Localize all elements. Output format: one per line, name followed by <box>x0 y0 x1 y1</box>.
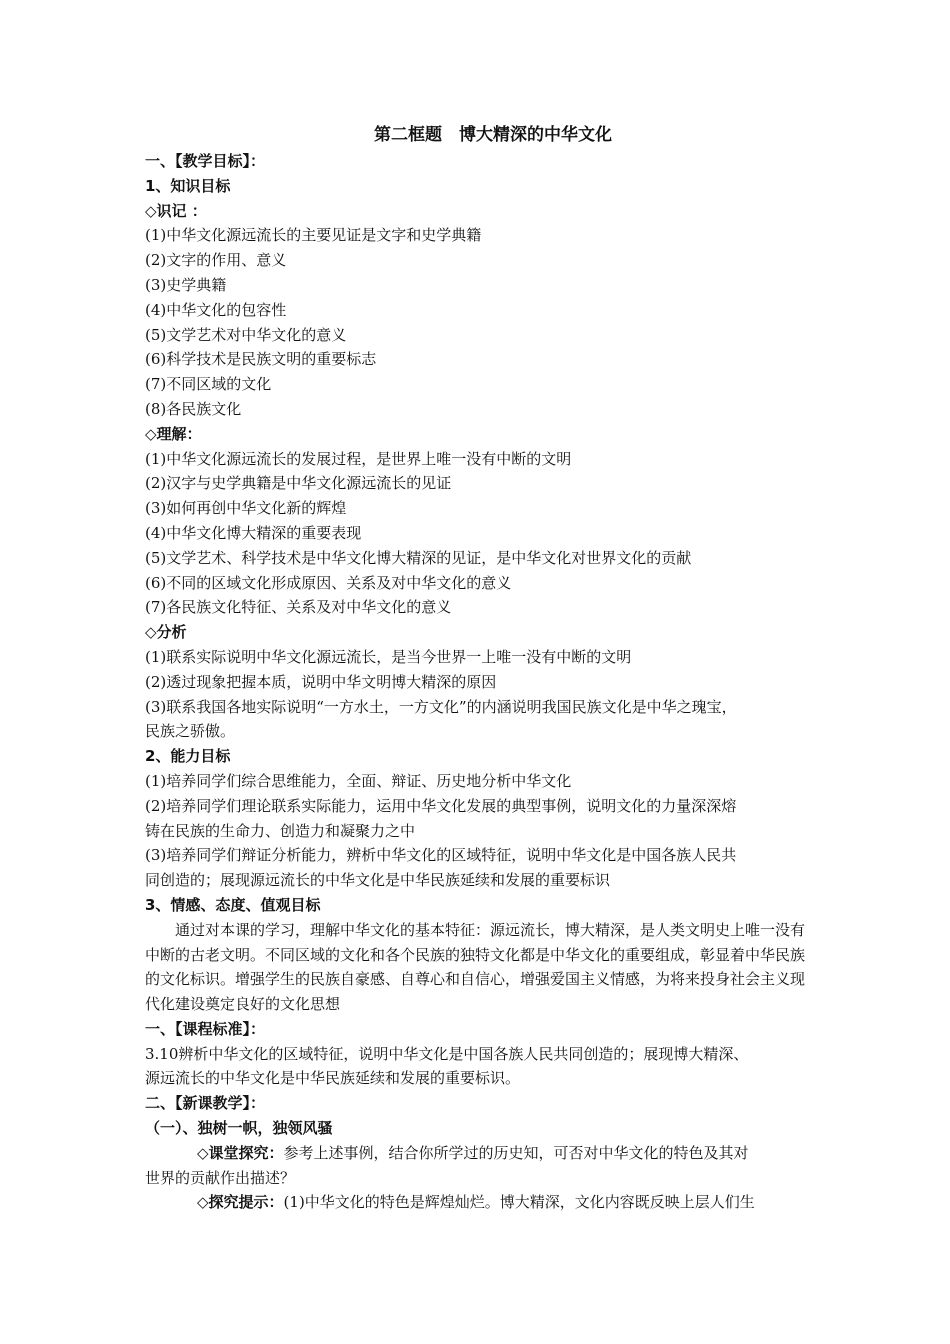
standard-line: 3.10辨析中华文化的区域特征，说明中华文化是中国各族人民共同创造的；展现博大精深、 <box>145 1044 749 1063</box>
ability-line: (2)培养同学们理论联系实际能力，运用中华文化发展的典型事例，说明文化的力量深深熔 <box>145 796 737 815</box>
hint-text: (1)中华文化的特色是辉煌灿烂。博大精深，文化内容既反映上层人们生 <box>283 1193 755 1212</box>
recall-item: (7)不同区域的文化 <box>145 375 272 394</box>
explore-line <box>145 1141 817 1166</box>
analyze-heading: ◇分析 <box>145 623 187 642</box>
understand-item: (4)中华文化博大精深的重要表现 <box>145 523 362 542</box>
understand-item: (2)汉字与史学典籍是中华文化源远流长的见证 <box>145 474 452 493</box>
recall-item: (4)中华文化的包容性 <box>145 300 287 319</box>
ability-line: (3)培养同学们辩证分析能力，辨析中华文化的区域特征，说明中华文化是中国各族人民共 <box>145 846 737 865</box>
teaching-subheading: （一）、独树一帜，独领风骚 <box>145 1119 333 1138</box>
emotion-paragraph: 通过对本课的学习，理解中华文化的基本特征：源远流长，博大精深，是人类文明史上唯一没有中断的古老文明。不同区域的文化和各个民族的独特文化都是中华文化的重要组成，彰显着中华民族的文化标识。增强学生的民族自豪感、自尊心和自信心，增强爱国主义情感，为将来投身社会主义现代化建设奠定良好的文化思想 <box>145 920 806 1014</box>
recall-heading: ◇识记 ： <box>145 201 207 220</box>
analyze-item: 民族之骄傲。 <box>145 722 236 741</box>
understand-item: (5)文学艺术、科学技术是中华文化博大精深的见证，是中华文化对世界文化的贡献 <box>145 548 692 567</box>
explore-label: ◇课堂探究： <box>197 1143 284 1162</box>
subheading-knowledge: 1、知识目标 <box>145 176 231 195</box>
understand-item: (3)如何再创中华文化新的辉煌 <box>145 499 347 518</box>
understand-item: (7)各民族文化特征、关系及对中华文化的意义 <box>145 598 452 617</box>
analyze-item: (2)透过现象把握本质，说明中华文明博大精深的原因 <box>145 672 497 691</box>
hint-line <box>145 1190 817 1215</box>
recall-item: (2)文字的作用、意义 <box>145 251 287 270</box>
analyze-item: (1)联系实际说明中华文化源远流长，是当今世界一上唯一没有中断的文明 <box>145 647 632 666</box>
section-heading-objectives: 一、【教学目标】： <box>145 152 266 170</box>
understand-item: (6)不同的区域文化形成原因、关系及对中华文化的意义 <box>145 573 512 592</box>
subheading-ability: 2、能力目标 <box>145 747 231 766</box>
hint-label: ◇探究提示： <box>197 1193 284 1212</box>
page-title: 第二框题 博大精深的中华文化 <box>374 125 612 145</box>
subheading-emotion: 3、情感、态度、值观目标 <box>145 895 321 914</box>
recall-item: (8)各民族文化 <box>145 399 242 418</box>
section-heading-teaching: 二、【新课教学】： <box>145 1094 266 1113</box>
section-heading-standard: 一、【课程标准】： <box>145 1019 266 1038</box>
understand-heading: ◇理解： <box>145 424 202 443</box>
recall-item: (1)中华文化源远流长的主要见证是文字和史学典籍 <box>145 226 482 245</box>
analyze-item: (3)联系我国各地实际说明“一方水土，一方文化”的内涵说明我国民族文化是中华之瑰宝， <box>145 697 737 716</box>
understand-item: (1)中华文化源远流长的发展过程，是世界上唯一没有中断的文明 <box>145 449 572 468</box>
recall-item: (5)文学艺术对中华文化的意义 <box>145 325 347 344</box>
explore-continuation: 世界的贡献作出描述？ <box>145 1168 296 1187</box>
ability-line: (1)培养同学们综合思维能力，全面、辩证、历史地分析中华文化 <box>145 771 572 790</box>
recall-item: (3)史学典籍 <box>145 275 227 294</box>
explore-text: 参考上述事例，结合你所学过的历史知，可否对中华文化的特色及其对 <box>283 1143 749 1162</box>
standard-line: 源远流长的中华文化是中华民族延续和发展的重要标识。 <box>145 1069 521 1088</box>
document-body <box>145 123 817 1215</box>
recall-item: (6)科学技术是民族文明的重要标志 <box>145 350 377 369</box>
ability-line: 同创造的；展现源远流长的中华文化是中华民族延续和发展的重要标识 <box>145 871 611 890</box>
ability-line: 铸在民族的生命力、创造力和凝聚力之中 <box>145 821 416 840</box>
